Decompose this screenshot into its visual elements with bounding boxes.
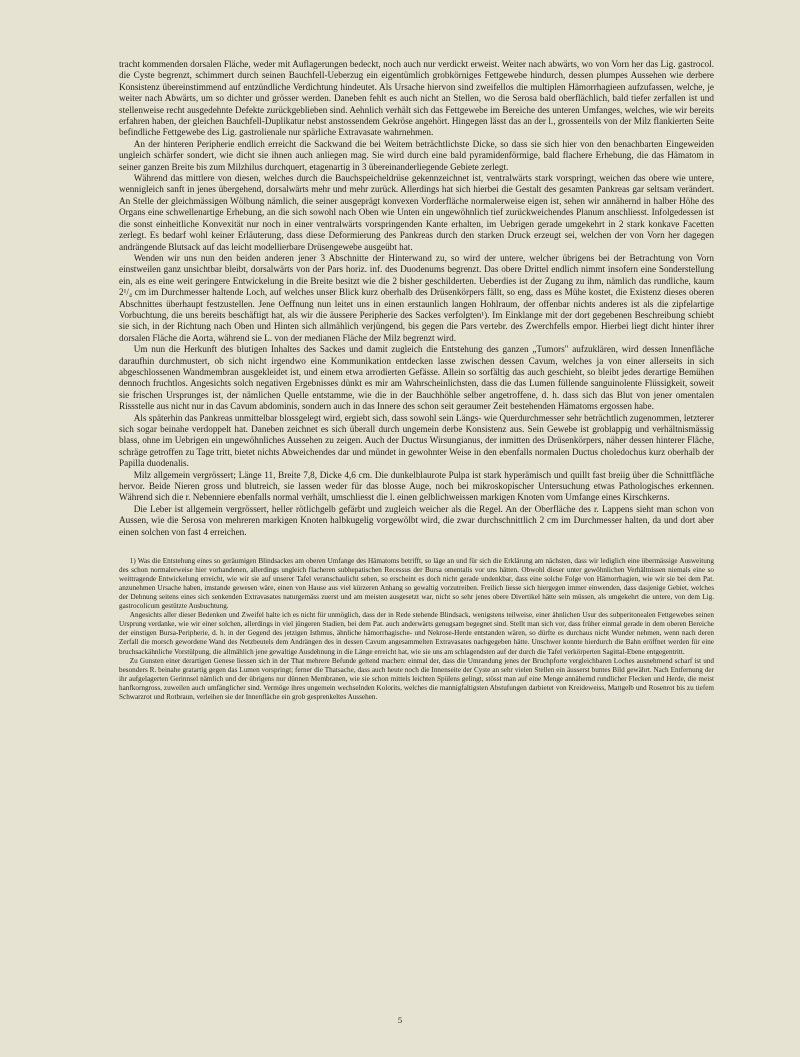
footnote: 1) Was die Entstehung eines so geräumigen Blindsackes am oberen Umfange des Hämatoms betrifft, so läge an und für sich die Erklärung am nächsten, dass wir lediglich eine übermässige Ausweitung des schon normalerweise hier vorhandenen, allerdings ungleich flacheren subhepatischen Recessus der Bursa omentalis vor uns hätten. Obwohl dieser unter gewöhnlichen Verhältnissen niemals eine so weittragende Entwickelung erreicht, wie wir sie auf unserer Tafel veranschaulicht sehen, so erscheint es doch nicht gerade undenkbar, dass eine solche Folge von Hämorrhagien, wie wir sie bei dem Pat. anzunehmen Ursache haben, imstande gewesen wäre, einen von Hause aus viel kürzeren Anhang so gewaltig vorzutreiben. Freilich liesse sich hiergegen immer einwenden, dass dasjenige Gebiet, welches der Dehnung seitens eines sich senkenden Extravasates naturgemäss zuerst und am meisten ausgesetzt war, nicht so sehr jenes obere Divertikel hätte sein müssen, als umgekehrt die untere, von dem Lig. gastrocolicum gestützte Ausbuchtung. [119, 557, 714, 611]
paragraph: tracht kommenden dorsalen Fläche, weder mit Auflagerungen bedeckt, noch auch nur verdickt erweist. Weiter nach abwärts, wo von Vorn her das Lig. gastrocol. die Cyste begrenzt, schimmert durch seinen Bauchfell-Ueberzug ein eigentümlich grobkörniges Fettgewebe hindurch, dessen plumpes Aussehen wie derbere Konsistenz übereinstimmend auf entzündliche Verdichtung hindeutet. Als Ursache hiervon sind zweifellos die multiplen Hämorrhagieen aufzufassen, welche, je weiter nach Abwärts, um so dichter und grösser werden. Daneben fehlt es auch nicht an Stellen, wo die Serosa bald oberflächlich, bald tiefer zerfallen ist und stellenweise recht ausgedehnte Defekte zurückgeblieben sind. Aehnlich verhält sich das Fettgewebe im Bereiche des unteren Umfanges, welches, wie wir bereits erfahren haben, der gleichen Bauchfell-Duplikatur nebst anstossendem Gekröse angehört. Hingegen lässt das an der l., grossenteils von der Milz flankierten Seite befindliche Fettgewebe des Lig. gastrolienale nur spärliche Extravasate wahrnehmen. [119, 59, 714, 138]
paragraph: An der hinteren Peripherie endlich erreicht die Sackwand die bei Weitem beträchtlichste Dicke, so dass sie sich hier von den benachbarten Eingeweiden ungleich schärfer sondert, wie dicht sie ihnen auch anliegen mag. Sie wird durch eine bald pyramidenförmige, bald flachere Erhebung, die das Hämatom in seiner ganzen Breite bis zum Milzhilus durchquert, etagenartig in 3 übereinanderliegende Gebiete zerlegt. [119, 138, 714, 172]
paragraph: Um nun die Herkunft des blutigen Inhaltes des Sackes und damit zugleich die Entstehung des ganzen „Tumors" aufzuklären, wird dessen Innenfläche daraufhin durchmustert, ob sich nicht irgendwo eine Kommunikation entdecken lasse zwischen dessen Cavum, welches ja von einer allerseits in sich abgeschlossenen Wandmembran ausgekleidet ist, und einem etwa arrodierten Gefässe. Allein so sorfältig das auch geschieht, so bleibt jedes derartige Bemühen dennoch fruchtlos. Angesichts solch negativen Ergebnisses dünkt es mir am Wahrscheinlichsten, dass die das Lumen füllende sanguinolente Flüssigkeit, soweit sie frischen Ursprunges ist, der nämlichen Quelle entstamme, wie die in der Bauchhöhle selber angetroffene, d. h. dass sich das Blut von jener omentalen Rissstelle aus nicht nur in das Cavum abdominis, sondern auch in das Innere des schon seit geraumer Zeit bestehenden Hämatoms ergossen habe. [119, 344, 714, 412]
footnotes [119, 557, 714, 702]
paragraph: Milz allgemein vergrössert; Länge 11, Breite 7,8, Dicke 4,6 cm. Die dunkelblaurote Pulpa ist stark hyperämisch und quillt fast breiig über die Schnittfläche hervor. Beide Nieren gross und blutreich, sie lassen weder für das blosse Auge, noch bei mikroskopischer Untersuchung etwas Pathologisches erkennen. Während sich die r. Nebenniere ebenfalls normal verhält, umschliesst die l. einen gelblichweissen markigen Knoten vom Umfange eines Kirschkerns. [119, 469, 714, 503]
paragraph: Als späterhin das Pankreas unmittelbar blossgelegt wird, ergiebt sich, dass sowohl sein Längs- wie Querdurchmesser sehr beträchtlich zugenommen, letzterer sich sogar beinahe verdoppelt hat. Daneben zeichnet es sich überall durch ungemein derbe Konsistenz aus. Sein Gewebe ist groblappig und verhältnismässig blass, ohne im Uebrigen ein ungewöhnliches Aussehen zu zeigen. Auch der Ductus Wirsungianus, der inmitten des Drüsenkörpers, näher dessen hinterer Fläche, schräge getroffen zu Tage tritt, bietet nichts Abweichendes dar und mündet in gewohnter Weise in den ebenfalls normalen Ductus choledochus kurz oberhalb der Papilla duodenalis. [119, 412, 714, 469]
paragraph: Die Leber ist allgemein vergrössert, heller rötlichgelb gefärbt und zugleich weicher als die Regel. An der Oberfläche des r. Lappens sieht man schon von Aussen, wie die Serosa von mehreren markigen Knoten halbkugelig vorgewölbt wird, die zwar durchschnittlich 2 cm im Durchmesser halten, da und dort aber einen solchen von fast 4 erreichen. [119, 503, 714, 537]
footnote: Angesichts aller dieser Bedenken und Zweifel halte ich es nicht für unmöglich, dass der in Rede stehende Blindsack, wenigstens teilweise, einer ähnlichen Usur des subperitonealen Fettgewebes seinen Ursprung verdanke, wie wir einer solchen, allerdings in viel jüngeren Stadien, bei dem Pat. auch anderwärts genugsam begegnet sind. Stellt man sich vor, dass früher einmal gerade in dem oberen Bereiche der einstigen Bursa-Peripherie, d. h. in der Gegend des jetzigen Isthmus, ähnliche hämorrhagische- und Nekrose-Herde entstanden wären, so dürfte es durchaus nicht Wunder nehmen, wenn nach deren Zerfall die morsch gewordene Wand des Netzbeutels dem Andrängen des in dessen Cavum angesammelten Extravasates nachgegeben hätte. Unschwer konnte hierdurch die Bahn eröffnet werden für eine bruchsackähnliche Vorstülpung, die allmählich jene gewaltige Ausdehnung in die Länge erreicht hat, wie sie uns am schlagendsten auf der durch die Tafel verkörperten Sagittal-Ebene entgegentritt. [119, 611, 714, 656]
body-text [119, 59, 714, 538]
footnote: Zu Gunsten einer derartigen Genese liessen sich in der That mehrere Befunde geltend machen: einmal der, dass die Umrandung jenes der Bruchpforte vergleichbaren Loches ausnehmend scharf ist und besonders R. beinahe gratartig gegen das Lumen vorspringt; ferner die Thatsache, dass auch heute noch die Innenseite der Cyste an sehr vielen Stellen ein äusserst buntes Bild gewährt. Nach Entfernung der ihr aufgelagerten Gerinnsel nämlich und der übrigens nur dünnen Membranen, wie sie schon mittels leichten Spülens gelingt, stösst man auf eine Menge annähernd rundlicher Flecken und Herde, die meist hanfkorngross, zuweilen auch umfänglicher sind. Vermöge ihres ungemein wechselnden Kolorits, welches die mannigfaltigsten Abstufungen darbietet von Kreideweiss, Mattgelb und Rosenrot bis zu tiefem Schwarzrot und Rotbraun, verleihen sie der Innenfläche ein grob gesprenkeltes Aussehen. [119, 656, 714, 701]
paragraph: Wenden wir uns nun den beiden anderen jener 3 Abschnitte der Hinterwand zu, so wird der untere, welcher übrigens bei der Betrachtung von Vorn einstweilen ganz unsichtbar bleibt, dorsalwärts von der Pars horiz. inf. des Duodenums begrenzt. Das obere Drittel endlich nimmt insofern eine Sonderstellung ein, als es eine weit geringere Entwickelung in die Breite besitzt wie die 2 bisher geschilderten. Ueberdies ist der Zugang zu ihm, nämlich das rundliche, kaum 2¹/₄ cm im Durchmesser haltende Loch, auf welches unser Blick kurz oberhalb des Drüsenkörpers fällt, so eng, dass es Mühe kostet, die Existenz dieses oberen Abschnittes überhaupt festzustellen. Jene Oeffnung nun leitet uns in einen erstaunlich langen Hohlraum, der offenbar nichts anderes ist als die zipfelartige Vorbuchtung, die uns bereits beschäftigt hat, als wir die äussere Peripherie des Sackes verfolgten¹). Im Einklange mit der dort gegebenen Beschreibung schiebt sie sich, in der Richtung nach Oben und Hinten sich allmählich verjüngend, bis gegen die Pars vertebr. des Zwerchfells empor. Hierbei liegt dicht hinter ihrer dorsalen Fläche die Aorta, während sie L. von der medianen Fläche der Milz begrenzt wird. [119, 252, 714, 343]
paragraph: Während das mittlere von diesen, welches durch die Bauchspeicheldrüse gekennzeichnet ist, ventralwärts stark vorspringt, weichen das obere wie untere, wennigleich sanft in jenes übergehend, dorsalwärts mehr und mehr zurück. Allerdings hat sich hierbei die Gestalt des gesamten Pankreas gar seltsam verändert. An Stelle der gleichmässigen Wölbung nämlich, die seiner ausgeprägt konvexen Vorderfläche normalerweise eigen ist, sehen wir annähernd in halber Höhe des Organs eine schwellenartige Erhebung, an die sich sowohl nach Oben wie Unten ein ungewöhnlich tief zurückweichendes Planum anschliesst. Infolgedessen ist die sonst einheitliche Konvexität nur noch in einer ventralwärts vorspringenden Kante erhalten, im Uebrigen gerade umgekehrt in 2 stark konkave Facetten zerlegt. Es bedarf wohl keiner Erläuterung, dass diese Deformierung des Pankreas durch den starken Druck erzeugt sei, welchen der von Vorn her dagegen andrängende Blutsack auf das leicht modellierbare Drüsengewebe ausgeübt hat. [119, 173, 714, 252]
page-number: 5 [397, 1015, 403, 1025]
